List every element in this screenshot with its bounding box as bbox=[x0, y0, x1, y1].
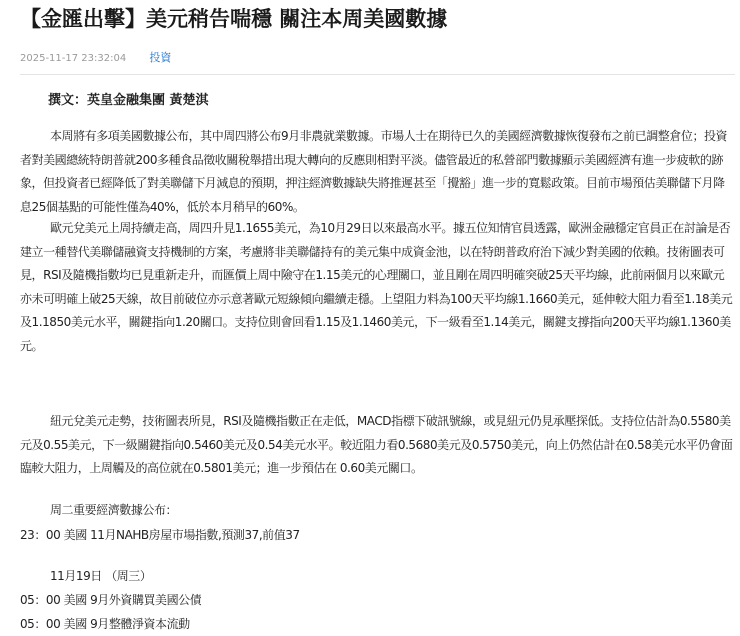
article-meta bbox=[20, 51, 171, 66]
category-link[interactable]: 投資 bbox=[149, 51, 172, 64]
article-paragraph-2: 歐元兌美元上周持續走高，周四升見1.1655美元，為10月29日以來最高水平。據五位知情官員透露，歐洲金融穩定官員正在討論是否建立一種替代美聯儲融資支持機制的方案，考慮將非美聯儲持有的美元集中成資金池，以在特朗普政府治下減少對美國的依賴。技術圖表可見，RSI及隨機指數均已見重新走升，而匯價上周中險守在1.15美元的心理關口，並且剛在周四明確突破25天平均線，此前兩個月以來歐元亦未可明確上破25天線，故目前破位亦示意著歐元短線傾向繼續走穩。上望阻力料為100天平均線1.1660美元，延伸較大阻力看至1.18美元及1.1850美元水平，關鍵指向1.20關口。支持位則會回看1.15及1.1460美元，下一級看至1.14美元，關鍵支撐指向200天平均線1.1360美元。 bbox=[20, 221, 733, 353]
article-paragraph-1: 本周將有多項美國數據公布，其中周四將公布9月非農就業數據。市場人士在期待已久的美國經濟數據恢復發布之前已調整倉位；投資者對美國總統特朗普就200多種食品徵收關稅舉措出現大轉向的反應則相對平淡。儘管最近的私營部門數據顯示美國經濟有進一步疲軟的跡象，但投資者已經降低了對美聯儲下月減息的預期，押注經濟數據缺失將推遲甚至「攪豁」進一步的寬鬆政策。目前市場預估美聯儲下月降息25個基點的可能性僅為40%，低於本月稍早的60%。 bbox=[20, 129, 728, 214]
article-title: 【金匯出擊】美元稍告喘穩 關注本周美國數據 bbox=[20, 7, 448, 31]
header-divider bbox=[20, 74, 735, 75]
calendar-heading: 周二重要經濟數據公布： bbox=[50, 503, 178, 517]
calendar-date-wed: 11月19日 （周三） bbox=[50, 569, 152, 583]
calendar-item-wed-1: 05：00 美國 9月外資購買美國公債 bbox=[20, 593, 202, 607]
article-byline: 撰文：英皇金融集團 黃楚淇 bbox=[48, 93, 209, 108]
calendar-item-tue: 23：00 美國 11月NAHB房屋市場指數,預測37,前值37 bbox=[20, 528, 300, 542]
article-paragraph-3: 紐元兌美元走勢，技術圖表所見，RSI及隨機指數正在走低，MACD指標下破訊號線，或見紐元仍見承壓探低。支持位估計為0.5580美元及0.55美元，下一級關鍵指向0.5460美元及0.54美元水平。較近阻力看0.5680美元及0.5750美元，向上仍然估計在0.58美元水平仍會面臨較大阻力，上周觸及的高位就在0.5801美元；進一步預估在 0.60美元關口。 bbox=[20, 414, 733, 476]
publish-datetime: 2025-11-17 23:32:04 bbox=[20, 53, 127, 64]
calendar-item-wed-2: 05：00 美國 9月整體淨資本流動 bbox=[20, 617, 190, 631]
